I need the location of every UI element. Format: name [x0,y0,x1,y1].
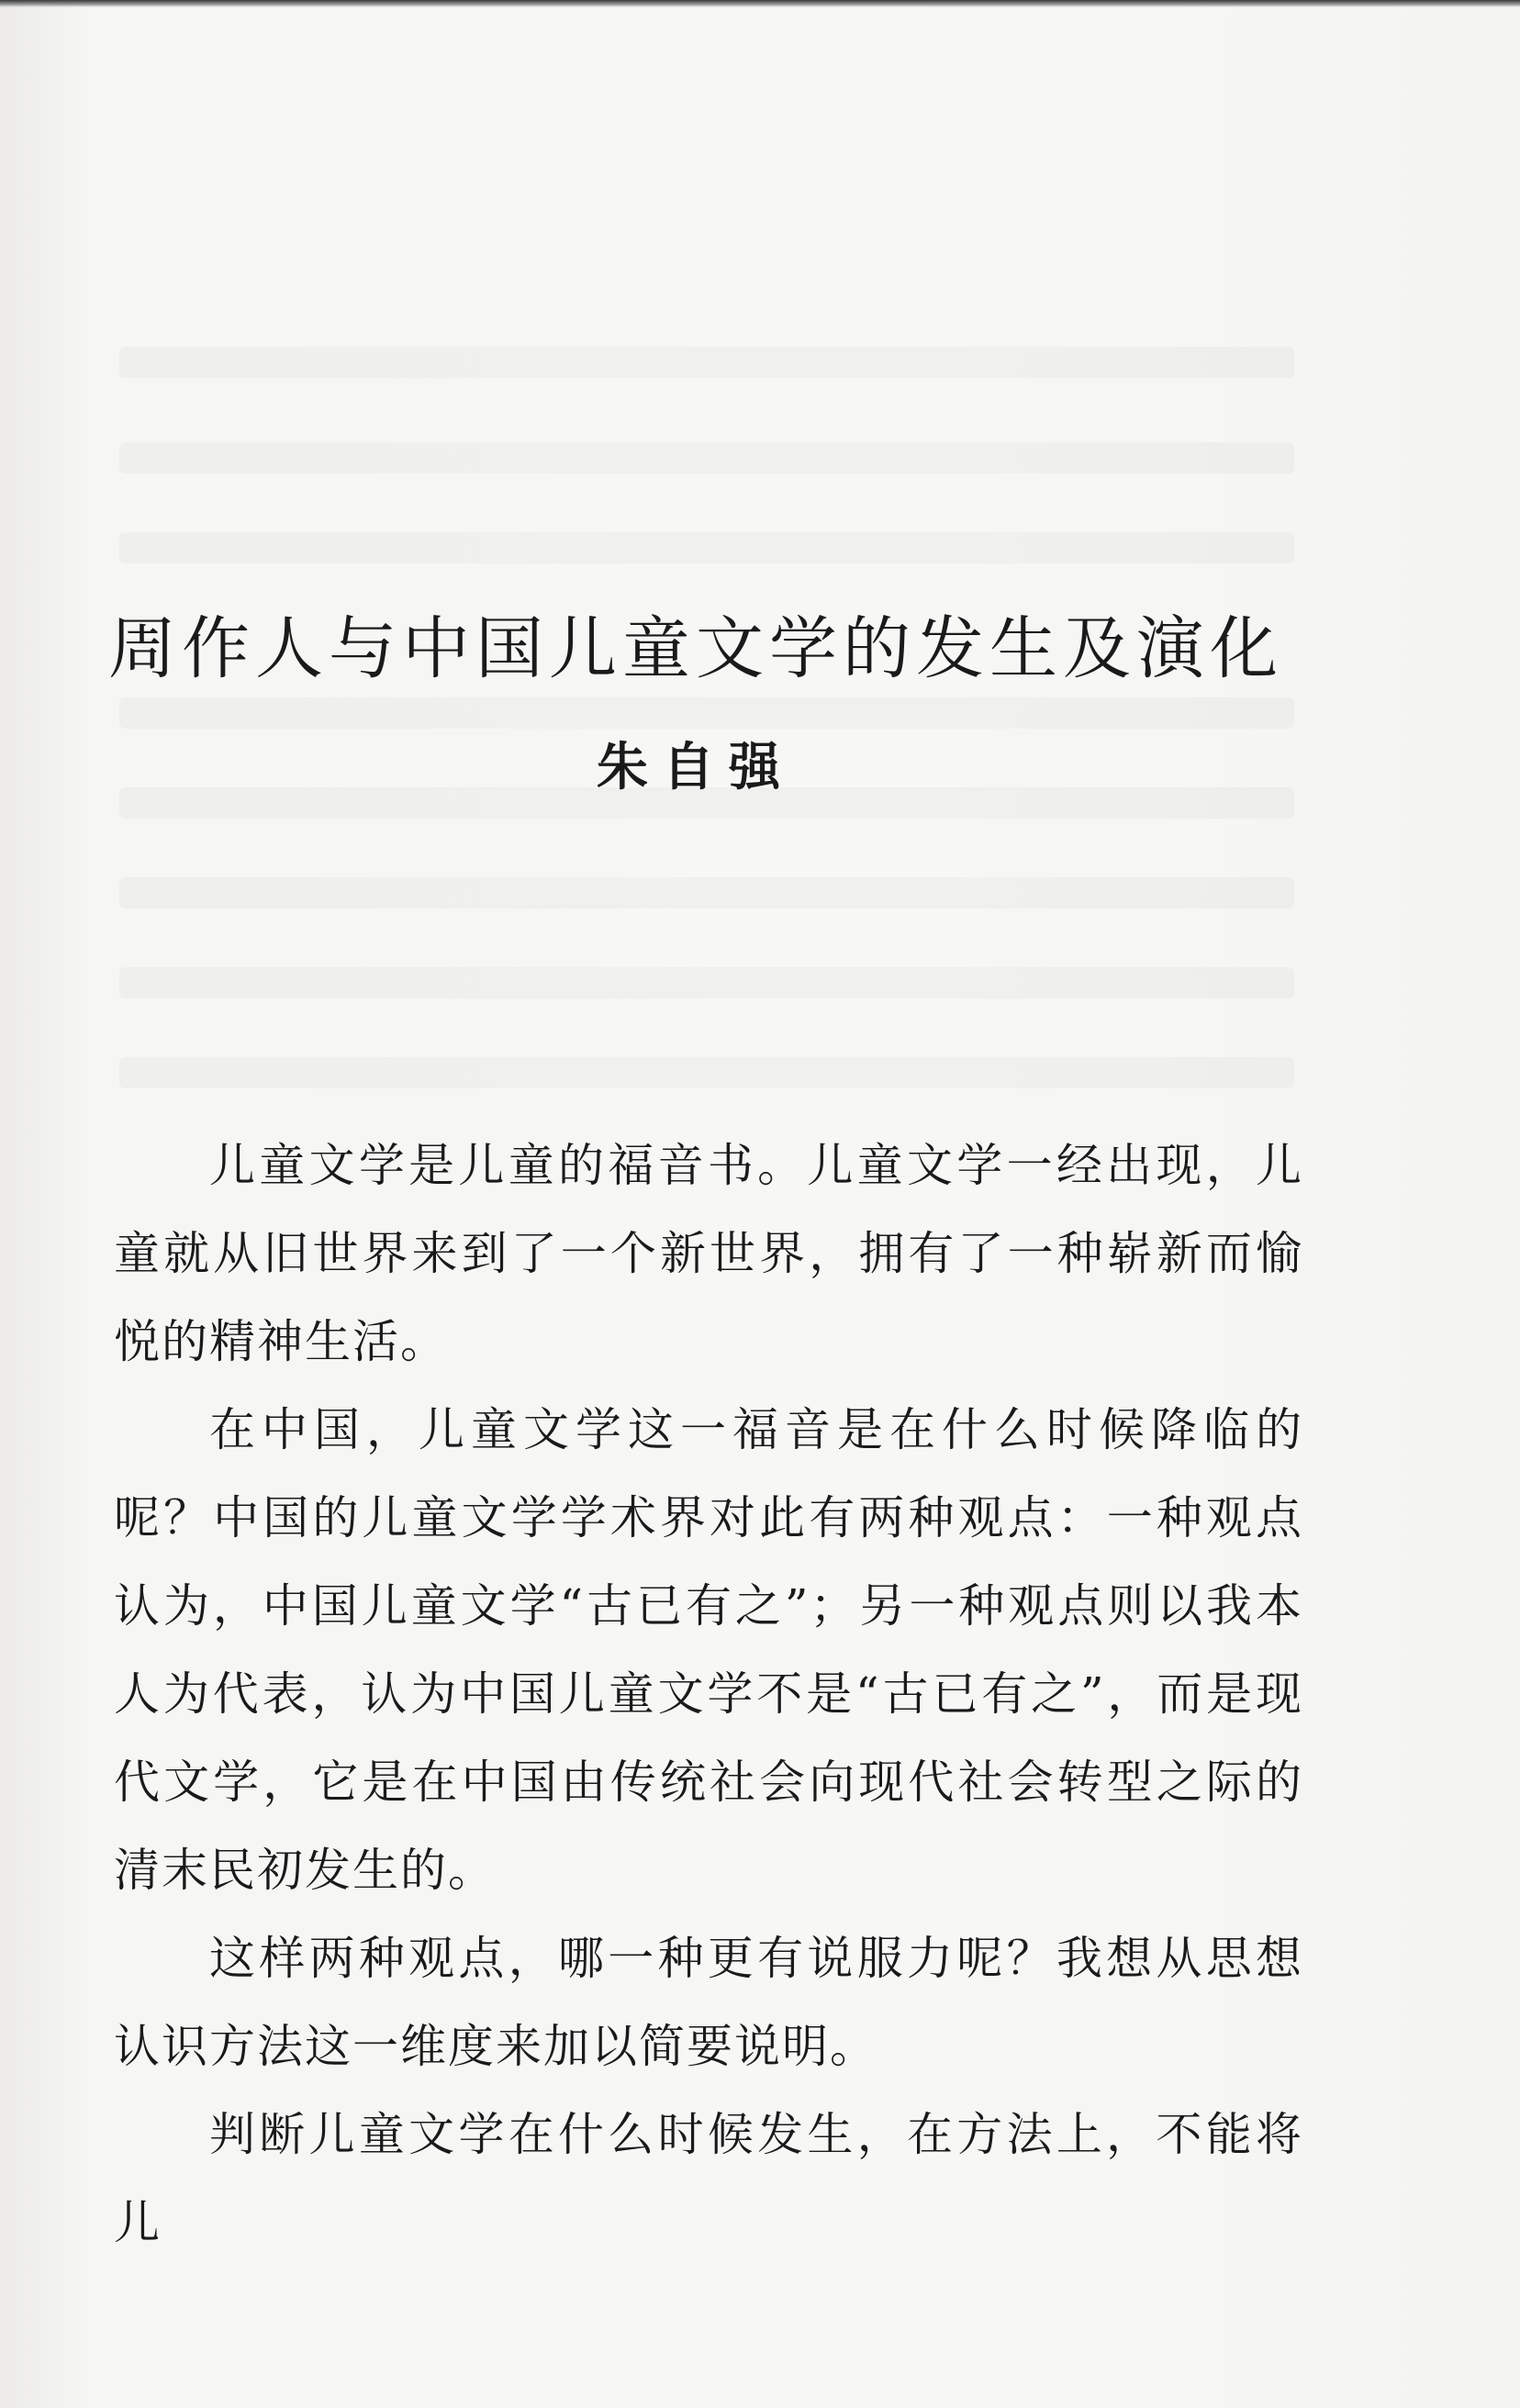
paragraph: 在中国，儿童文学这一福音是在什么时候降临的呢？中国的儿童文学学术界对此有两种观点：一种观点认为，中国儿童文学“古已有之”；另一种观点则以我本人为代表，认为中国儿童文学不是“古已有之”，而是现代文学，它是在中国由传统社会向现代社会转型之际的清末民初发生的。 [114,1403,1303,1897]
show-through-line [119,967,1294,998]
page-top-edge-shadow [0,0,1520,7]
article-title: 周作人与中国儿童文学的发生及演化 [108,609,1283,688]
show-through-line [119,532,1294,563]
show-through-line [119,1057,1294,1088]
show-through-line [119,877,1294,909]
paragraph: 这样两种观点，哪一种更有说服力呢？我想从思想认识方法这一维度来加以简要说明。 [114,1932,1303,2073]
article-author: 朱自强 [597,737,795,797]
paragraph: 判断儿童文学在什么时候发生，在方法上，不能将儿 [114,2108,1303,2249]
show-through-line [119,697,1294,729]
show-through-line [119,347,1294,378]
article-body [114,1121,1303,2267]
paragraph: 儿童文学是儿童的福音书。儿童文学一经出现，儿童就从旧世界来到了一个新世界，拥有了一种崭新而愉悦的精神生活。 [114,1139,1303,1368]
show-through-line [119,442,1294,474]
